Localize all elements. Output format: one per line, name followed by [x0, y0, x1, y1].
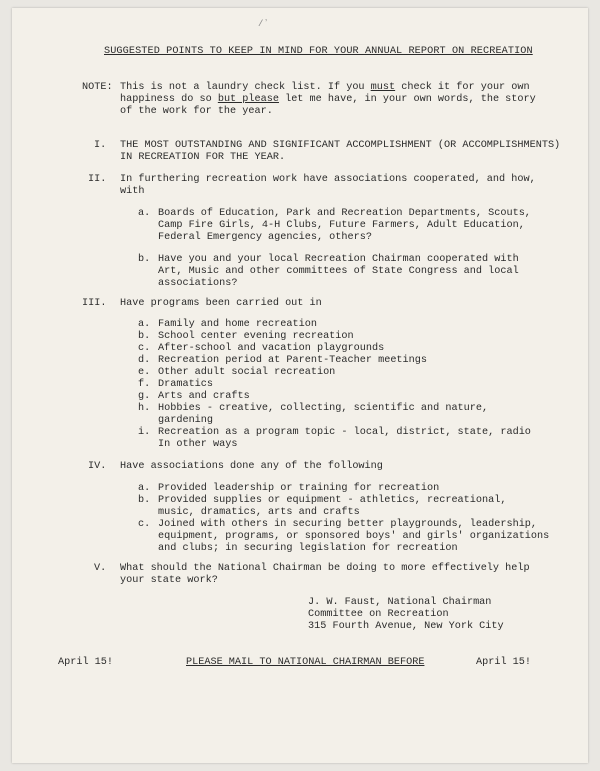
item-text: School center evening recreation — [158, 331, 354, 342]
item-letter: b. — [138, 495, 151, 506]
typed-document — [12, 8, 588, 763]
section-text: with — [120, 186, 145, 197]
item-text: Recreation as a program topic - local, district, state, radio — [158, 427, 531, 438]
item-text: gardening — [158, 415, 214, 426]
item-letter: c. — [138, 343, 151, 354]
item-text: equipment, programs, or sponsored boys' and girls' organizations — [158, 531, 550, 542]
item-text: Dramatics — [158, 379, 214, 390]
section-number: IV. — [88, 461, 107, 472]
item-letter: h. — [138, 403, 151, 414]
pencil-mark: /ʼ — [258, 19, 269, 29]
note-text: let me have, in your own words, the story — [278, 94, 536, 105]
note-line-2 — [120, 94, 536, 106]
item-letter: c. — [138, 519, 151, 530]
item-text: Camp Fire Girls, 4-H Clubs, Future Farmers, Adult Education, — [158, 220, 525, 231]
footer-mail-instruction: PLEASE MAIL TO NATIONAL CHAIRMAN BEFORE — [186, 657, 425, 668]
footer-date-left: April 15! — [58, 657, 114, 668]
section-text: Have associations done any of the following — [120, 461, 383, 472]
item-text: Art, Music and other committees of State Congress and local — [158, 266, 519, 277]
item-letter: b. — [138, 331, 151, 342]
item-text: Family and home recreation — [158, 319, 317, 330]
document-title: SUGGESTED POINTS TO KEEP IN MIND FOR YOUR ANNUAL REPORT ON RECREATION — [104, 46, 533, 57]
item-text: Hobbies - creative, collecting, scientific and nature, — [158, 403, 489, 414]
item-text: Arts and crafts — [158, 391, 250, 402]
note-label: NOTE: — [82, 82, 113, 93]
item-letter: a. — [138, 483, 151, 494]
item-letter: e. — [138, 367, 151, 378]
item-text: associations? — [158, 278, 238, 289]
item-text: Have you and your local Recreation Chairman cooperated with — [158, 254, 519, 265]
item-letter: i. — [138, 427, 151, 438]
item-text: music, dramatics, arts and crafts — [158, 507, 360, 518]
section-text: In furthering recreation work have associations cooperated, and how, — [120, 174, 536, 185]
document-page — [12, 8, 588, 763]
item-letter: a. — [138, 319, 151, 330]
section-number: II. — [88, 174, 107, 185]
footer-date-right: April 15! — [476, 657, 532, 668]
note-text: happiness do so — [120, 94, 218, 105]
item-text: Recreation period at Parent-Teacher meetings — [158, 355, 427, 366]
item-text: Provided supplies or equipment - athletics, recreational, — [158, 495, 507, 506]
section-text: What should the National Chairman be doing to more effectively help — [120, 563, 530, 574]
signature-line: J. W. Faust, National Chairman — [308, 597, 492, 608]
note-emphasis-must: must — [370, 82, 396, 93]
section-text: Have programs been carried out in — [120, 298, 322, 309]
item-text: Boards of Education, Park and Recreation Departments, Scouts, — [158, 208, 531, 219]
section-text: your state work? — [120, 575, 218, 586]
item-text: Provided leadership or training for recreation — [158, 483, 440, 494]
section-text: IN RECREATION FOR THE YEAR. — [120, 152, 286, 163]
item-text: Joined with others in securing better playgrounds, leadership, — [158, 519, 538, 530]
note-text: This is not a laundry check list. If you — [120, 82, 371, 93]
item-text: Other adult social recreation — [158, 367, 336, 378]
section-number: I. — [94, 140, 107, 151]
item-letter: g. — [138, 391, 151, 402]
section-number: III. — [82, 298, 107, 309]
section-number: V. — [94, 563, 107, 574]
note-line-3: of the work for the year. — [120, 106, 273, 117]
item-text: Federal Emergency agencies, others? — [158, 232, 372, 243]
note-text: check it for your own — [395, 82, 530, 93]
item-letter: a. — [138, 208, 151, 219]
item-letter: f. — [138, 379, 151, 390]
note-line-1 — [120, 82, 530, 94]
signature-line: 315 Fourth Avenue, New York City — [308, 621, 504, 632]
section-text: THE MOST OUTSTANDING AND SIGNIFICANT ACCOMPLISHMENT (OR ACCOMPLISHMENTS) — [120, 140, 561, 151]
item-text: In other ways — [158, 439, 238, 450]
signature-line: Committee on Recreation — [308, 609, 449, 620]
item-text: and clubs; in securing legislation for recreation — [158, 543, 458, 554]
note-emphasis-but-please: but please — [217, 94, 279, 105]
item-letter: b. — [138, 254, 151, 265]
item-letter: d. — [138, 355, 151, 366]
item-text: After-school and vacation playgrounds — [158, 343, 385, 354]
